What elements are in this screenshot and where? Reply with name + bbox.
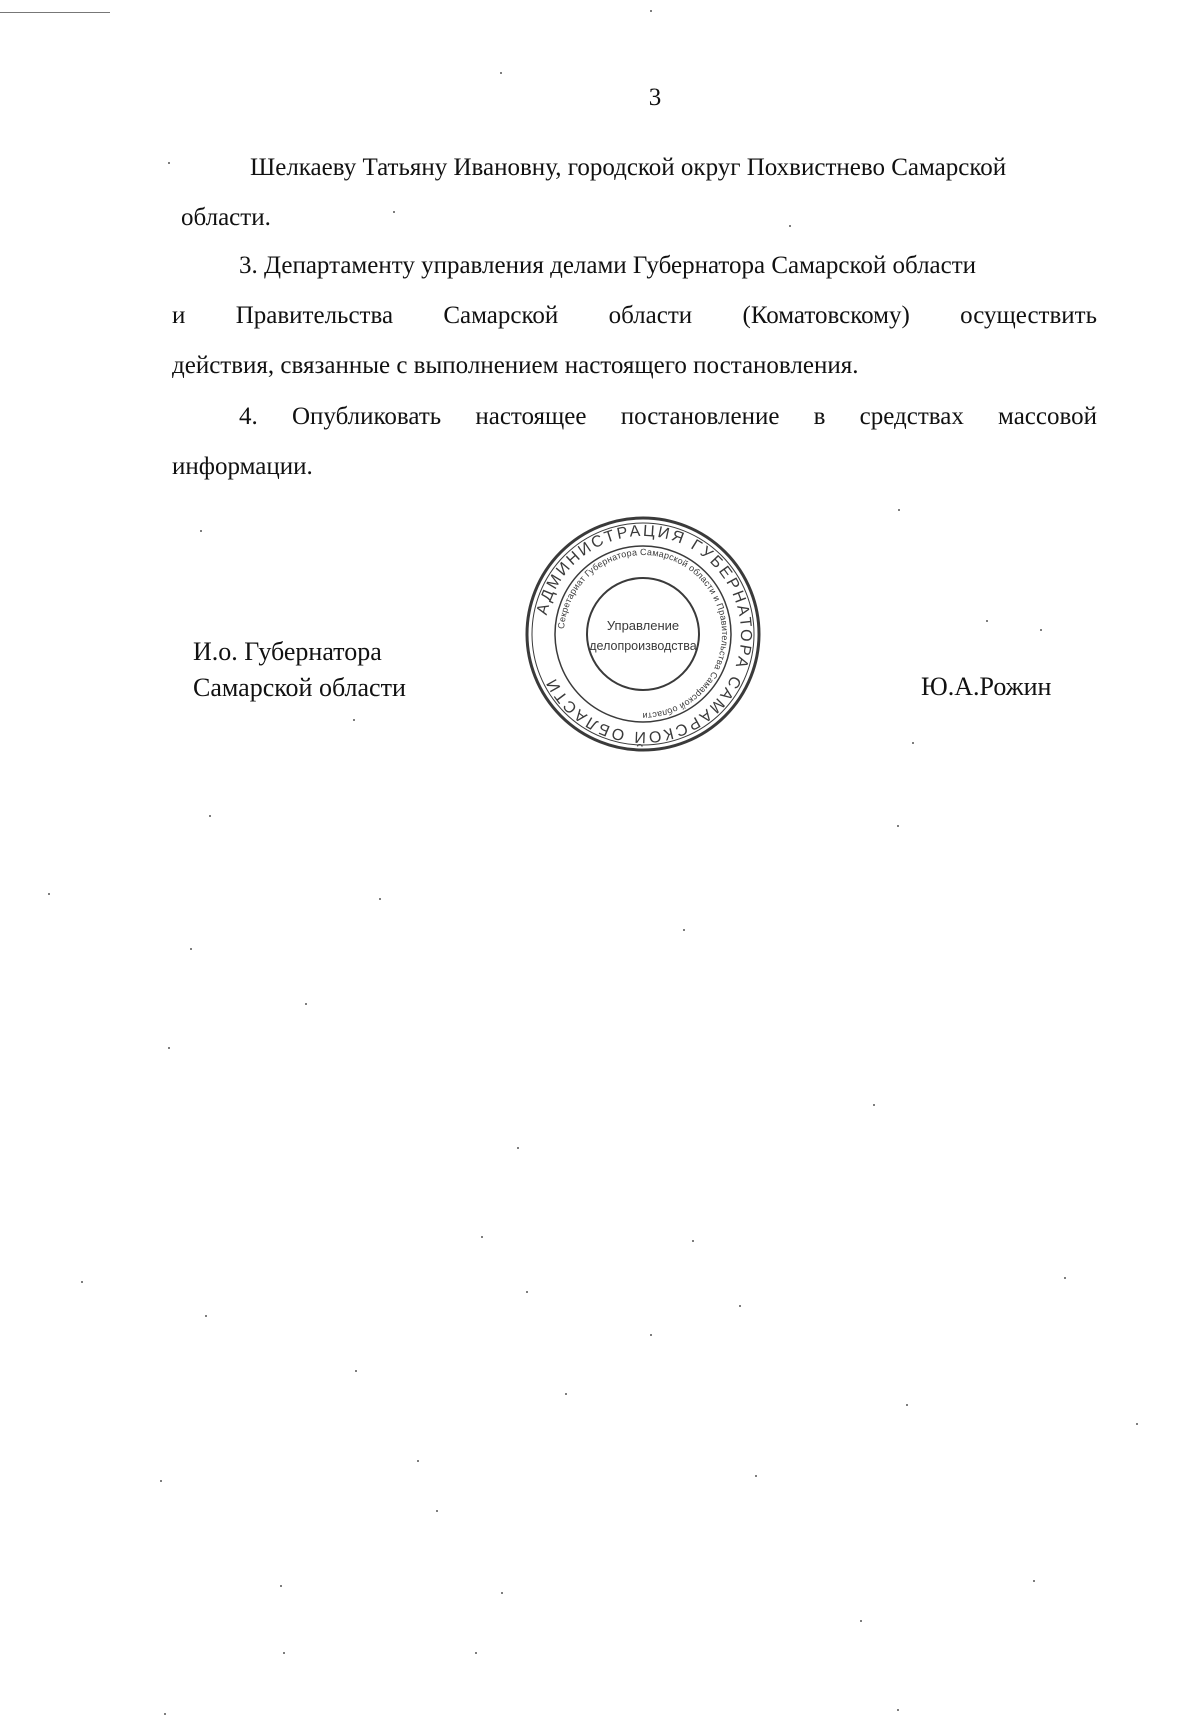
scan-speck — [481, 1236, 483, 1238]
scan-speck — [168, 162, 170, 164]
scan-speck — [1040, 629, 1042, 631]
scan-speck — [1033, 1580, 1035, 1582]
scan-speck — [379, 898, 381, 900]
scan-speck — [81, 1281, 83, 1283]
scan-speck — [205, 1315, 207, 1317]
paragraph-3-line-3: действия, связанные с выполнением настоящего постановления. — [172, 352, 859, 379]
scan-speck — [897, 1709, 899, 1711]
scan-speck — [565, 1393, 567, 1395]
paragraph-3-line-2: и Правительства Самарской области (Коматовскому) осуществить — [172, 302, 1097, 329]
scan-speck — [1064, 1277, 1066, 1279]
scan-speck — [355, 1370, 357, 1372]
scan-speck — [898, 509, 900, 511]
signatory-name: Ю.А.Рожин — [921, 672, 1052, 701]
scan-speck — [986, 620, 988, 622]
scan-speck — [873, 1104, 875, 1106]
scan-speck — [353, 719, 355, 721]
paragraph-3-line-1: 3. Департаменту управления делами Губернатора Самарской области — [239, 252, 977, 279]
scan-speck — [209, 815, 211, 817]
paragraph-4-line-1: 4. Опубликовать настоящее постановление в средствах массовой — [239, 403, 1097, 430]
scan-speck — [526, 1291, 528, 1293]
scan-speck — [436, 1510, 438, 1512]
scan-speck — [393, 211, 395, 213]
paragraph-4-line-2: информации. — [172, 453, 313, 480]
scan-speck — [650, 10, 652, 12]
scan-speck — [164, 1713, 166, 1715]
scan-speck — [1136, 1423, 1138, 1425]
stamp-inner-ring — [587, 578, 699, 690]
scan-speck — [200, 530, 202, 532]
scan-speck — [789, 225, 791, 227]
scan-speck — [692, 1240, 694, 1242]
stamp-center-line-2: делопроизводства — [589, 639, 697, 653]
signatory-title-line-2: Самарской области — [193, 673, 406, 702]
scan-speck — [897, 825, 899, 827]
official-stamp — [523, 514, 763, 754]
scan-speck — [475, 1652, 477, 1654]
stamp-middle-ring — [555, 546, 731, 722]
scan-speck — [912, 742, 914, 744]
scan-speck — [501, 1592, 503, 1594]
scan-speck — [168, 1047, 170, 1049]
scan-speck — [283, 1652, 285, 1654]
scan-speck — [650, 1334, 652, 1336]
scan-speck — [906, 1404, 908, 1406]
scan-speck — [860, 1620, 862, 1622]
stamp-inner-text: Секретариат Губернатора Самарской области и Правительства Самарской области — [556, 546, 731, 722]
scan-speck — [280, 1585, 282, 1587]
scan-speck — [739, 1305, 741, 1307]
paragraph-2-line-2: области. — [181, 204, 271, 231]
scan-edge-line — [0, 12, 110, 13]
scan-speck — [517, 1147, 519, 1149]
page-number: 3 — [648, 84, 662, 111]
paragraph-2-line-1: Шелкаеву Татьяну Ивановну, городской округ Похвистнево Самарской — [250, 154, 1007, 181]
scan-speck — [305, 1003, 307, 1005]
scan-speck — [190, 948, 192, 950]
scan-speck — [755, 1475, 757, 1477]
stamp-outer-text: АДМИНИСТРАЦИЯ ГУБЕРНАТОРА САМАРСКОЙ ОБЛАСТИ — [533, 522, 755, 746]
scan-speck — [48, 893, 50, 895]
scan-speck — [160, 1480, 162, 1482]
scan-speck — [417, 1460, 419, 1462]
scan-speck — [500, 72, 502, 74]
stamp-center-line-1: Управление — [606, 618, 680, 633]
signatory-title — [193, 634, 406, 706]
scan-speck — [683, 929, 685, 931]
signatory-title-line-1: И.о. Губернатора — [193, 637, 382, 666]
